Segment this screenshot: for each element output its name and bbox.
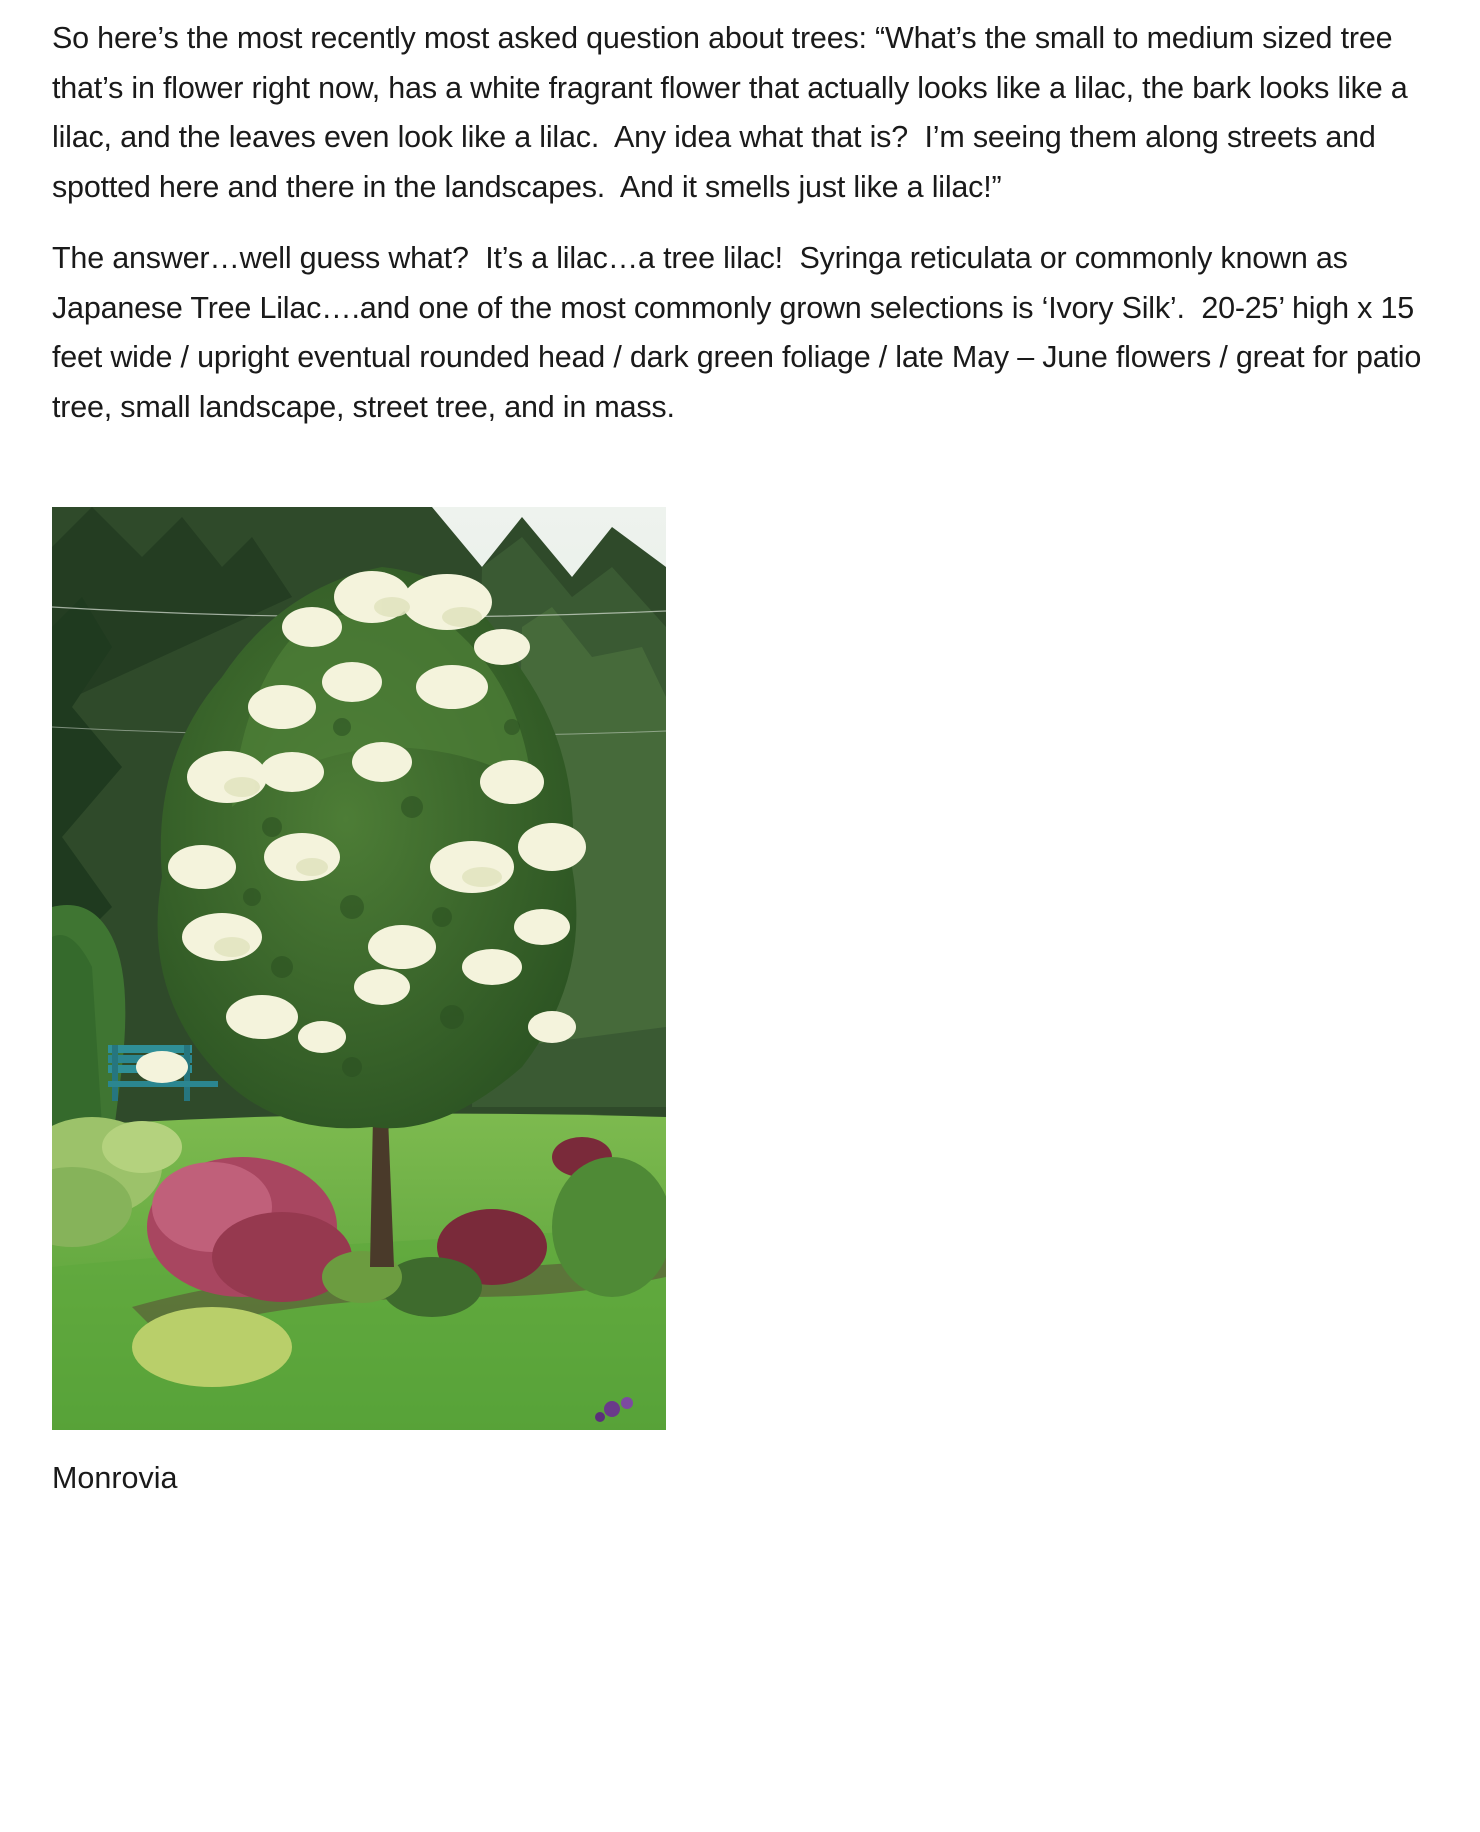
paragraph-answer: The answer…well guess what? It’s a lilac…a tree lilac! Syringa reticulata or commonly known as Japanese Tree Lilac….and one of the most commonly grown selections is ‘Ivory Silk’. 20-25’ high x 15 feet wide / upright eventual rounded head / dark green foliage / late May – June flowers / great for patio tree, small landscape, street tree, and in mass. <box>52 241 1430 424</box>
document-body <box>52 14 1432 432</box>
paragraph-question: So here’s the most recently most asked question about trees: “What’s the small to medium sized tree that’s in flower right now, has a white fragrant flower that actually looks like a lilac, the bark looks like a lilac, and the leaves even look like a lilac. Any idea what that is? I’m seeing them along streets and spotted here and there in the landscapes. And it smells just like a lilac!” <box>52 21 1416 204</box>
tree-lilac-photo <box>52 507 666 1430</box>
tree-lilac-illustration <box>52 507 666 1430</box>
photo-caption: Monrovia <box>52 1461 178 1495</box>
